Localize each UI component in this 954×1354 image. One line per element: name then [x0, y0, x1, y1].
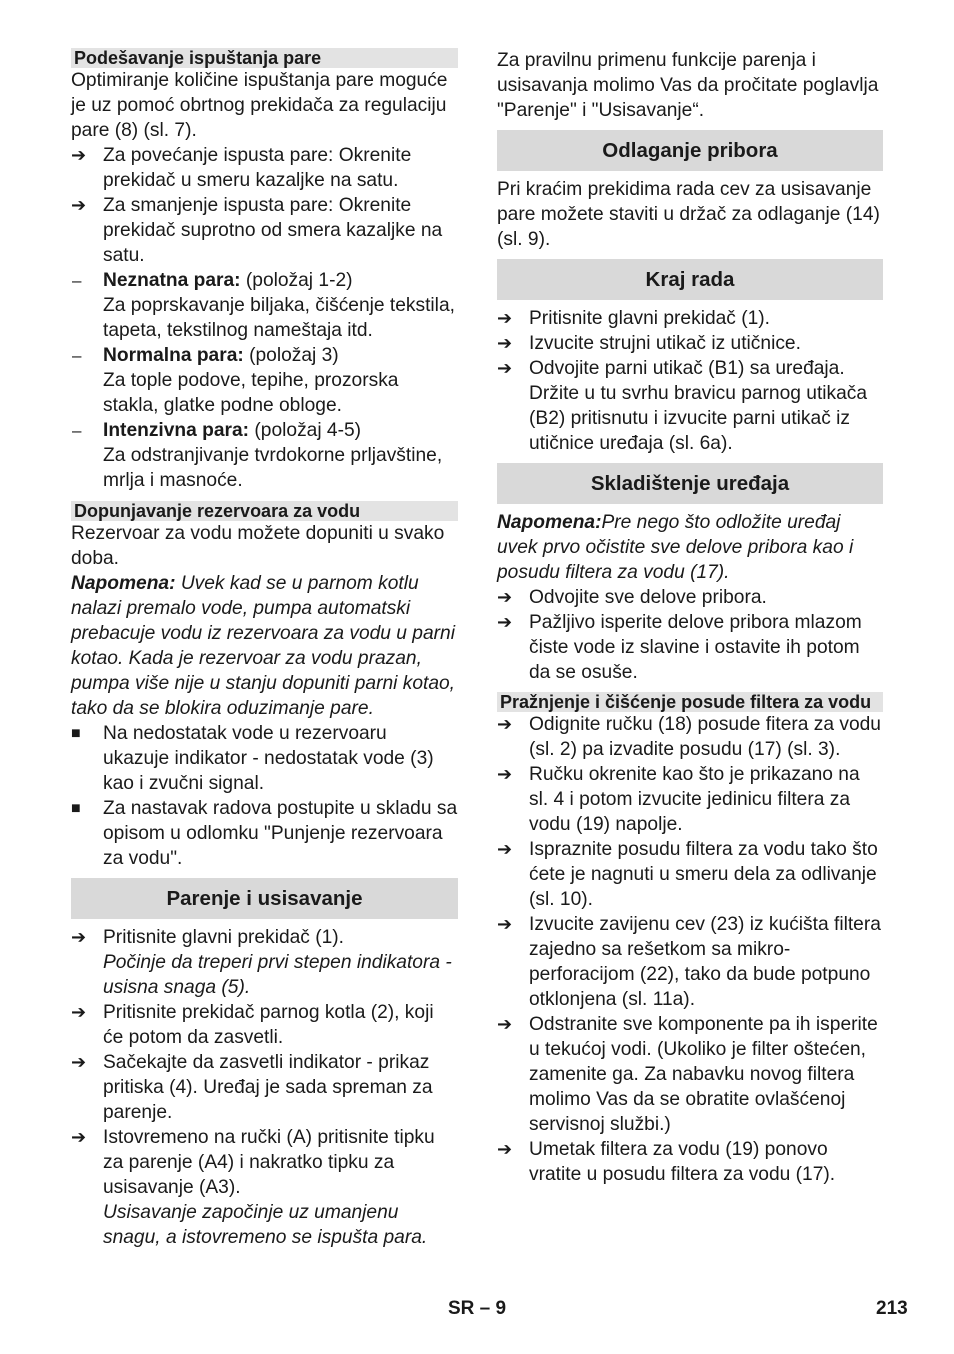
level-name: Normalna para: — [103, 345, 244, 366]
refill-note — [71, 571, 458, 721]
list-item — [497, 585, 883, 610]
list-item — [497, 1012, 883, 1137]
kraj-item-text: Pritisnite glavni prekidač (1). — [529, 308, 771, 329]
sklad-note — [497, 510, 883, 585]
list-item — [71, 1125, 458, 1250]
dash-icon: – — [72, 346, 82, 365]
heading-refill: Dopunjavanje rezervoara za vodu — [71, 501, 458, 521]
note-label: Napomena: — [497, 512, 602, 533]
kraj-item-text: Izvucite strujni utikač iz utičnice. — [529, 333, 801, 354]
heading-filter: Pražnjenje i čišćenje posude filtera za vodu — [497, 692, 883, 712]
sklad-item-text: Odvojite sve delove pribora. — [529, 587, 767, 608]
arrow-icon: ➔ — [71, 927, 87, 947]
list-item — [497, 912, 883, 1012]
left-column — [71, 48, 458, 1250]
sklad-item-text: Pažljivo isperite delove pribora mlazom čiste vode iz slavine i ostavite ih potom da se osuše. — [529, 612, 862, 683]
footer-section-label: SR – 9 — [448, 1298, 507, 1319]
level-position: (položaj 3) — [243, 345, 339, 366]
square-item-text: Na nedostatak vode u rezervoaru ukazuje indikator - nedostatak vode (3) kao i zvučni signal. — [103, 723, 434, 794]
filter-item-text: Odstranite sve komponente pa ih isperite u tekućoj vodi. (Ukoliko je filter oštećen, zamenite ga. Za nabavku novog filtera molimo Vas da se obratite ovlašćenoj servisnoj službi.) — [529, 1014, 878, 1135]
arrow-icon: ➔ — [497, 839, 513, 859]
dash-icon: – — [72, 421, 82, 440]
level-position: (položaj 1-2) — [240, 270, 353, 291]
steam-item-text: Za povećanje ispusta pare: Okrenite prekidač u smeru kazaljke na satu. — [103, 145, 412, 191]
note-label: Napomena: — [71, 573, 176, 594]
heading-skladistenje: Skladištenje uređaja — [497, 463, 883, 504]
list-item — [71, 925, 458, 1000]
arrow-icon: ➔ — [497, 358, 513, 378]
list-item — [71, 721, 458, 796]
arrow-icon: ➔ — [497, 308, 513, 328]
heading-parenje: Parenje i usisavanje — [71, 878, 458, 919]
list-item — [71, 418, 458, 493]
arrow-icon: ➔ — [497, 764, 513, 784]
arrow-icon: ➔ — [71, 1002, 87, 1022]
par-item-note: Usisavanje započinje uz umanjenu snagu, a istovremeno se ispušta para. — [103, 1202, 428, 1248]
arrow-icon: ➔ — [71, 195, 87, 215]
list-item — [497, 356, 883, 456]
filter-item-text: Odignite ručku (18) posude fitera za vodu (sl. 2) pa izvadite posudu (17) (sl. 3). — [529, 714, 881, 760]
list-item — [71, 143, 458, 193]
level-description: Za poprskavanje biljaka, čišćenje tekstila, tapeta, tekstilnog nameštaja itd. — [103, 295, 455, 341]
right-column — [497, 48, 883, 1187]
list-item — [71, 343, 458, 418]
level-name: Intenzivna para: — [103, 420, 250, 441]
list-item — [71, 1000, 458, 1050]
list-item — [497, 331, 883, 356]
list-item — [71, 796, 458, 871]
arrow-icon: ➔ — [497, 1139, 513, 1159]
arrow-icon: ➔ — [71, 1052, 87, 1072]
level-name: Neznatna para: — [103, 270, 241, 291]
arrow-icon: ➔ — [71, 145, 87, 165]
par-item-text: Istovremeno na ručki (A) pritisnite tipku za parenje (A4) i nakratko tipku za usisavanje (A3). — [103, 1127, 435, 1198]
note-text: Pre nego što odložite uređaj uvek prvo očistite sve delove pribora kao i posudu filtera za vodu (17). — [497, 512, 854, 583]
arrow-icon: ➔ — [71, 1127, 87, 1147]
heading-kraj-rada: Kraj rada — [497, 259, 883, 300]
arrow-icon: ➔ — [497, 1014, 513, 1034]
kraj-item-text: Odvojite parni utikač (B1) sa uređaja. Držite u tu svrhu bravicu parnog utikača (B2) pritisnutu i izvucite parni utikač iz utičnice uređaja (sl. 6a). — [529, 358, 868, 454]
heading-steam-adjust: Podešavanje ispuštanja pare — [71, 48, 458, 68]
note-text: Uvek kad se u parnom kotlu nalazi premalo vode, pumpa automatski prebacuje vodu iz rezervoara za vodu u parni kotao. Kada je rezervoar za vodu prazan, pumpa više nije u stanju dopuniti parni kotao, tako da se blokira oduzimanje pare. — [71, 573, 455, 719]
steam-intro: Optimiranje količine ispuštanja pare moguće je uz pomoć obrtnog prekidača za regulaciju pare (8) (sl. 7). — [71, 70, 448, 141]
refill-intro: Rezervoar za vodu možete dopuniti u svako doba. — [71, 523, 445, 569]
list-item — [497, 712, 883, 762]
level-position: (položaj 4-5) — [249, 420, 362, 441]
square-bullet-icon: ■ — [71, 800, 81, 817]
arrow-icon: ➔ — [497, 714, 513, 734]
level-description: Za odstranjivanje tvrdokorne prljavštine, mrlja i masnoće. — [103, 445, 443, 491]
list-item — [497, 610, 883, 685]
level-description: Za tople podove, tepihe, prozorska stakla, glatke podne obloge. — [103, 370, 399, 416]
filter-item-text: Ispraznite posudu filtera za vodu tako što ćete je nagnuti u smeru dela za odlivanje (sl. 10). — [529, 839, 878, 910]
par-item-text: Pritisnite prekidač parnog kotla (2), koji će potom da zasvetli. — [103, 1002, 434, 1048]
heading-odlaganje: Odlaganje pribora — [497, 130, 883, 171]
list-item — [71, 268, 458, 343]
arrow-icon: ➔ — [497, 333, 513, 353]
list-item — [71, 1050, 458, 1125]
filter-item-text: Izvucite zavijenu cev (23) iz kućišta filtera zajedno sa rešetkom sa mikro-perforacijom (22), tako da bude potpuno otklonjena (sl. 11a). — [529, 914, 881, 1010]
list-item — [497, 762, 883, 837]
par-item-text: Sačekajte da zasvetli indikator - prikaz pritiska (4). Uređaj je sada spreman za parenje. — [103, 1052, 433, 1123]
list-item — [497, 306, 883, 331]
right-intro: Za pravilnu primenu funkcije parenja i usisavanja molimo Vas da pročitate poglavlja "Parenje" i "Usisavanje“. — [497, 50, 879, 121]
arrow-icon: ➔ — [497, 587, 513, 607]
filter-item-text: Ručku okrenite kao što je prikazano na sl. 4 i potom izvucite jedinicu filtera za vodu (19) napolje. — [529, 764, 860, 835]
list-item — [497, 837, 883, 912]
odlaganje-text: Pri kraćim prekidima rada cev za usisavanje pare možete staviti u držač za odlaganje (14) (sl. 9). — [497, 179, 880, 250]
par-item-note: Počinje da treperi prvi stepen indikatora - usisna snaga (5). — [103, 952, 452, 998]
dash-icon: – — [72, 271, 82, 290]
steam-item-text: Za smanjenje ispusta pare: Okrenite prekidač suprotno od smera kazaljke na satu. — [103, 195, 443, 266]
filter-item-text: Umetak filtera za vodu (19) ponovo vratite u posudu filtera za vodu (17). — [529, 1139, 836, 1185]
list-item — [497, 1137, 883, 1187]
footer-page-number: 213 — [876, 1298, 908, 1319]
arrow-icon: ➔ — [497, 612, 513, 632]
arrow-icon: ➔ — [497, 914, 513, 934]
square-item-text: Za nastavak radova postupite u skladu sa opisom u odlomku "Punjenje rezervoara za vodu". — [103, 798, 458, 869]
list-item — [71, 193, 458, 268]
par-item-text: Pritisnite glavni prekidač (1). — [103, 927, 345, 948]
square-bullet-icon: ■ — [71, 725, 81, 742]
